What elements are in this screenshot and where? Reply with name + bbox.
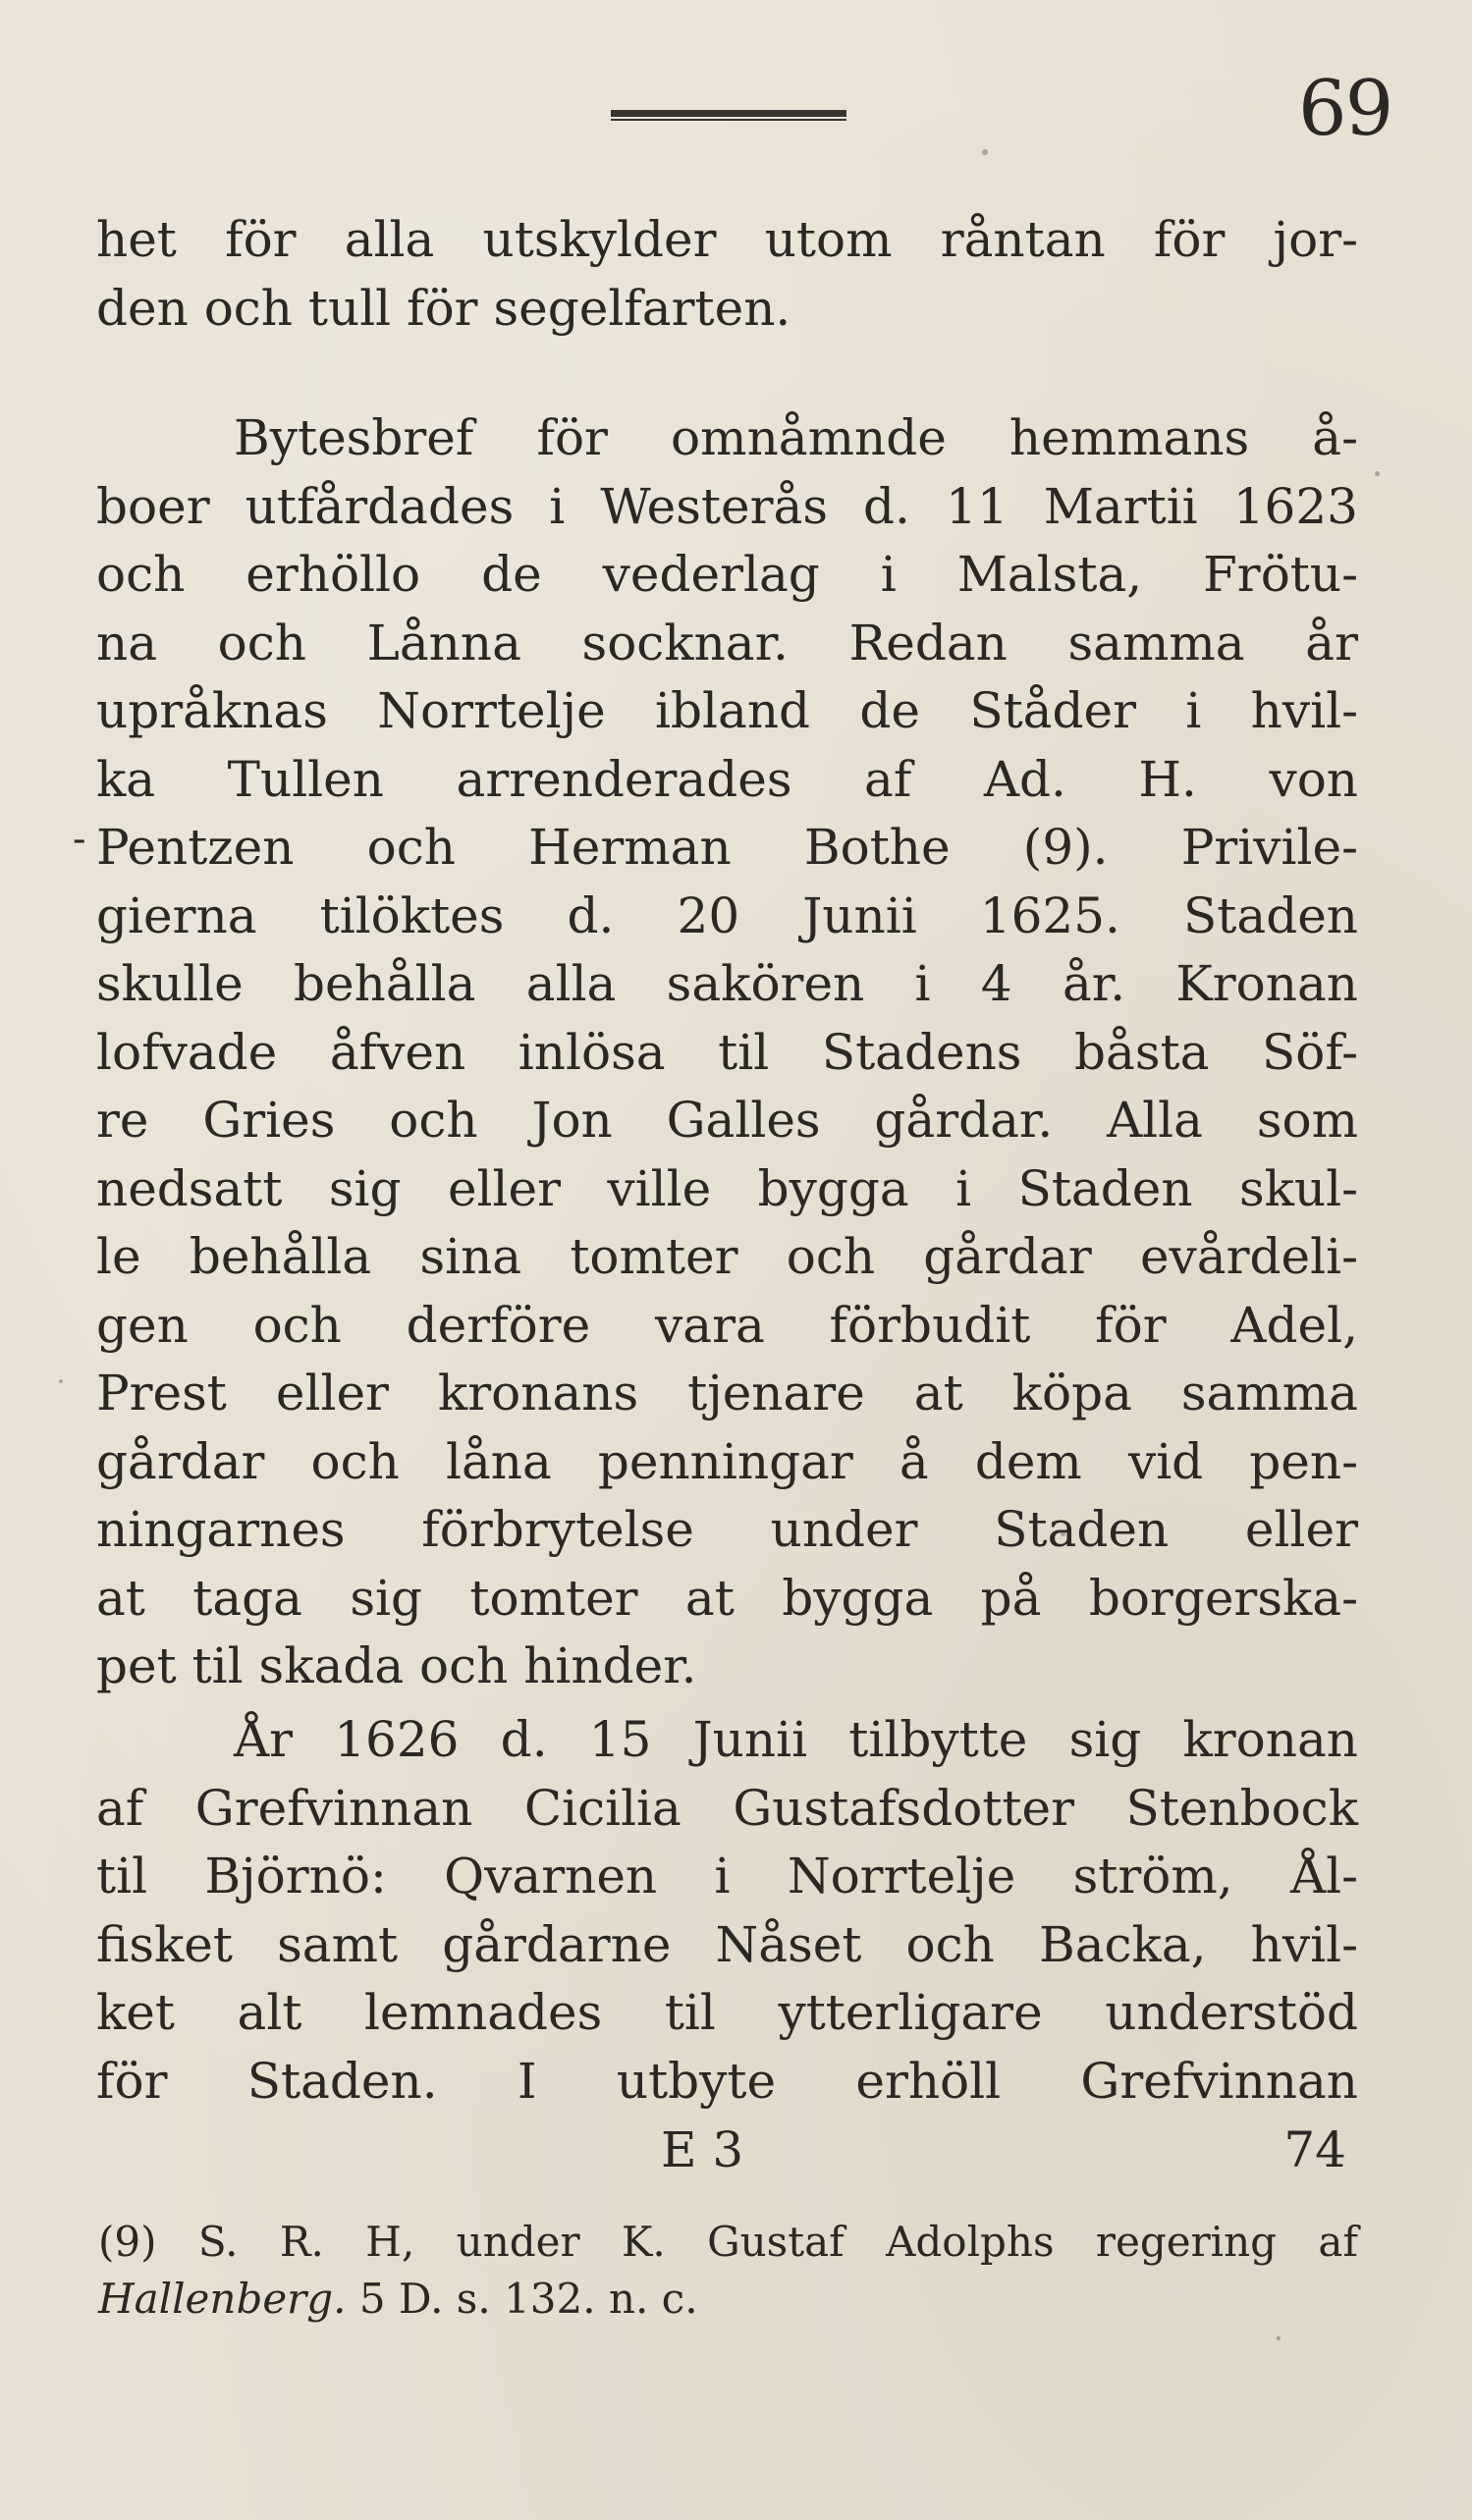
text-line: gårdar och låna penningar å dem vid pen- xyxy=(96,1432,1358,1490)
signature-line xyxy=(96,2116,1358,2184)
text-line: gen och derföre vara förbudit för Adel, xyxy=(96,1296,1358,1354)
paper-speck xyxy=(1277,2336,1281,2340)
text-line: och erhöllo de vederlag i Malsta, Frötu- xyxy=(96,546,1358,603)
header-rule-ornament xyxy=(611,110,846,122)
signature-mark: E 3 xyxy=(661,2121,744,2178)
text-line: at taga sig tomter at bygga på borgerska- xyxy=(96,1569,1358,1627)
text-line: ket alt lemnades til ytterligare understöd xyxy=(96,1984,1358,2041)
margin-mark: - xyxy=(73,817,86,862)
text-line: le behålla sina tomter och gårdar evårdeli- xyxy=(96,1228,1358,1285)
text-line: boer utfårdades i Westerås d. 11 Martii 1623 xyxy=(96,477,1358,535)
text-line: lofvade åfven inlösa til Stadens båsta Söf- xyxy=(96,1023,1358,1081)
header-rule-thin xyxy=(611,119,846,121)
text-line: pet til skada och hinder. xyxy=(96,1637,697,1694)
text-line: nedsatt sig eller ville bygga i Staden skul- xyxy=(96,1159,1358,1217)
text-line: för Staden. I utbyte erhöll Grefvinnan xyxy=(96,2052,1358,2110)
paper-speck xyxy=(1061,1531,1065,1536)
footnote xyxy=(98,2214,1358,2328)
text-line: til Björnö: Qvarnen i Norrtelje ström, Ål- xyxy=(96,1848,1358,1904)
paper-speck xyxy=(1375,471,1380,476)
footnote-reference: 5 D. s. 132. n. c. xyxy=(346,2275,698,2323)
catchword: 74 xyxy=(1283,2121,1346,2178)
paragraph-1 xyxy=(96,206,1358,343)
text-line: af Grefvinnan Cicilia Gustafsdotter Stenbock xyxy=(96,1779,1358,1837)
text-line: upråknas Norrtelje ibland de Ståder i hvil- xyxy=(96,682,1358,739)
text-line: År 1626 d. 15 Junii tilbytte sig kronan xyxy=(234,1711,1358,1768)
footnote-line: (9) S. R. H, under K. Gustaf Adolphs regering af xyxy=(98,2218,1358,2266)
text-line: Prest eller kronans tjenare at köpa samma xyxy=(96,1365,1358,1421)
text-line: na och Lånna socknar. Redan samma år xyxy=(96,614,1358,671)
text-line: den och tull för segelfarten. xyxy=(96,279,791,337)
paper-speck xyxy=(982,149,988,155)
text-line: Pentzen och Herman Bothe (9). Privile- xyxy=(96,819,1358,876)
header-rule-thick xyxy=(611,110,846,117)
text-line: re Gries och Jon Galles gårdar. Alla som xyxy=(96,1092,1358,1149)
text-line: Bytesbref för omnåmnde hemmans å- xyxy=(234,409,1358,466)
footnote-author: Hallenberg. xyxy=(98,2275,347,2323)
text-line: ka Tullen arrenderades af Ad. H. von xyxy=(96,750,1358,808)
text-line: gierna tilöktes d. 20 Junii 1625. Staden xyxy=(96,886,1358,944)
footnote-line xyxy=(98,2271,1358,2328)
page-number: 69 xyxy=(1298,65,1392,153)
text-line: fisket samt gårdarne Nåset och Backa, hvil- xyxy=(96,1915,1358,1973)
text-line: het för alla utskylder utom råntan för jor- xyxy=(96,211,1358,268)
text-line: ningarnes förbrytelse under Staden eller xyxy=(96,1501,1358,1558)
paragraph-2 xyxy=(96,404,1358,1701)
paragraph-3 xyxy=(96,1706,1358,2116)
text-line: skulle behålla alla sakören i 4 år. Kronan xyxy=(96,955,1358,1012)
paper-speck xyxy=(59,1379,63,1383)
